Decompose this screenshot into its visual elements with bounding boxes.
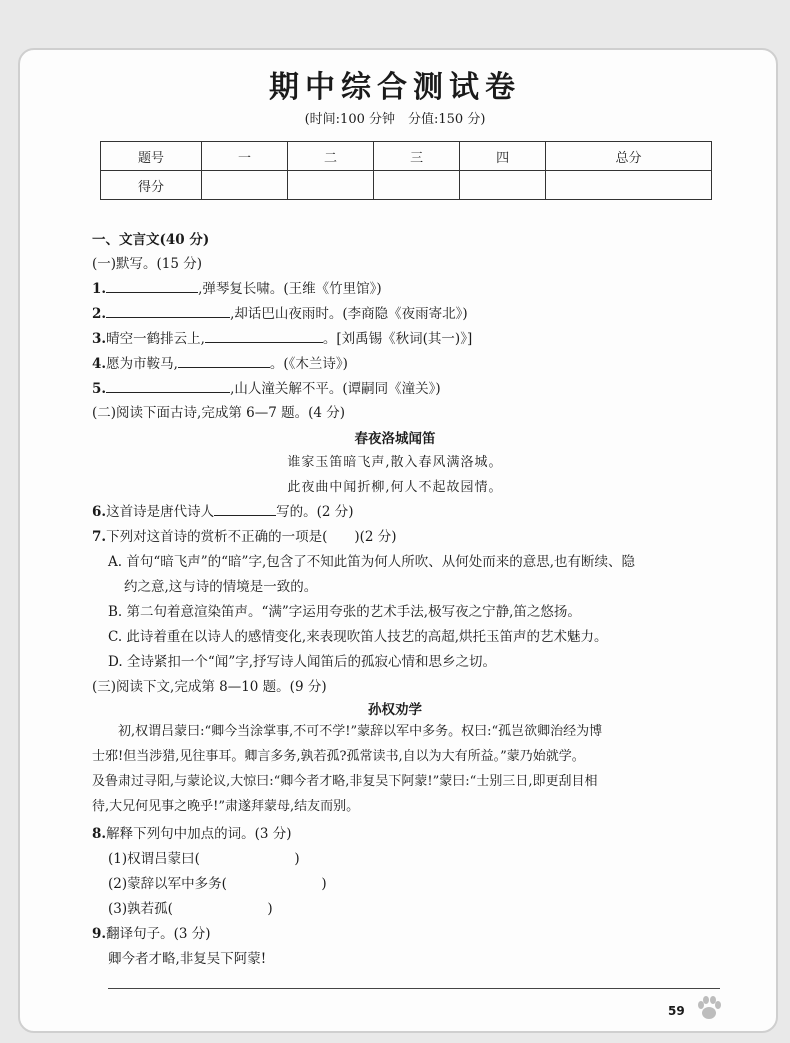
answer-blank[interactable] xyxy=(106,380,230,393)
question-1 xyxy=(92,277,382,297)
question-text: 翻译句子。(3 分) xyxy=(106,926,211,942)
question-text: 解释下列句中加点的词。(3 分) xyxy=(106,826,292,842)
option-a-cont: 约之意,这与诗的情境是一致的。 xyxy=(124,579,318,595)
question-number: 5. xyxy=(92,381,107,397)
score-table-header-row xyxy=(101,142,712,171)
question-6 xyxy=(92,500,354,520)
score-header-cell: 四 xyxy=(460,142,546,171)
section-heading: 一、文言文(40 分) xyxy=(92,232,210,248)
score-cell[interactable] xyxy=(374,171,460,200)
score-header-cell: 总分 xyxy=(546,142,712,171)
question-text: 这首诗是唐代诗人 xyxy=(106,504,215,520)
passage-line: 士邪!但当涉猎,见往事耳。卿言多务,孰若孤?孤常读书,自以为大有所益。”蒙乃始就学。 xyxy=(92,749,585,764)
question-8 xyxy=(92,822,292,842)
question-3 xyxy=(92,327,472,347)
score-table-score-row xyxy=(101,171,712,200)
question-7 xyxy=(92,525,397,545)
part1-heading: (一)默写。(15 分) xyxy=(92,256,203,272)
score-header-cell: 一 xyxy=(202,142,288,171)
answer-blank[interactable] xyxy=(106,280,198,293)
exam-title: 期中综合测试卷 xyxy=(269,70,521,105)
score-header-cell: 题号 xyxy=(101,142,202,171)
question-text: 愿为市鞍马, xyxy=(106,356,178,372)
passage-line: 及鲁肃过寻阳,与蒙论议,大惊曰:“卿今者才略,非复吴下阿蒙!”蒙曰:“士别三日,即更刮目相 xyxy=(92,774,598,789)
question-text: 晴空一鹤排云上, xyxy=(106,331,205,347)
question-text: 下列对这首诗的赏析不正确的一项是( )(2 分) xyxy=(106,529,397,545)
exam-subtitle: (时间:100 分钟 分值:150 分) xyxy=(304,112,486,127)
passage-line: 初,权谓吕蒙曰:“卿今当涂掌事,不可不学!”蒙辞以军中多务。权曰:“孤岂欲卿治经为博 xyxy=(118,724,603,739)
sub-question: (3)孰若孤( ) xyxy=(108,901,273,917)
passage-line: 待,大兄何见事之晚乎!”肃遂拜蒙母,结友而别。 xyxy=(92,799,360,814)
question-number: 7. xyxy=(92,529,107,545)
part3-heading: (三)阅读下文,完成第 8—10 题。(9 分) xyxy=(92,679,327,695)
score-header-cell: 二 xyxy=(288,142,374,171)
score-cell[interactable] xyxy=(288,171,374,200)
question-text: 。(《木兰诗》) xyxy=(269,356,348,372)
question-number: 1. xyxy=(92,281,107,297)
question-text: ,却话巴山夜雨时。(李商隐《夜雨寄北》) xyxy=(230,306,468,322)
question-4 xyxy=(92,352,348,372)
score-row-label: 得分 xyxy=(101,171,202,200)
score-table xyxy=(100,141,712,200)
poem-title: 春夜洛城闻笛 xyxy=(354,431,436,447)
poem-line: 此夜曲中闻折柳,何人不起故园情。 xyxy=(287,480,503,495)
part2-heading: (二)阅读下面古诗,完成第 6—7 题。(4 分) xyxy=(92,405,345,421)
question-text: ,山人潼关解不平。(谭嗣同《潼关》) xyxy=(230,381,441,397)
question-5 xyxy=(92,377,441,397)
answer-rule xyxy=(108,988,720,989)
score-cell[interactable] xyxy=(546,171,712,200)
translate-sentence: 卿今者才略,非复吴下阿蒙! xyxy=(108,951,267,967)
answer-blank[interactable] xyxy=(178,355,270,368)
question-number: 3. xyxy=(92,331,107,347)
question-number: 2. xyxy=(92,306,107,322)
question-text: 写的。(2 分) xyxy=(276,504,354,520)
question-text: 。[刘禹锡《秋词(其一)》] xyxy=(322,331,473,347)
sub-question: (1)权谓吕蒙曰( ) xyxy=(108,851,300,867)
score-header-cell: 三 xyxy=(374,142,460,171)
option-c: C. 此诗着重在以诗人的感情变化,来表现吹笛人技艺的高超,烘托玉笛声的艺术魅力。 xyxy=(108,629,608,645)
question-2 xyxy=(92,302,468,322)
page-number: 59 xyxy=(668,1004,685,1018)
option-b: B. 第二句着意渲染笛声。“满”字运用夸张的艺术手法,极写夜之宁静,笛之悠扬。 xyxy=(108,604,581,620)
sub-question: (2)蒙辞以军中多务( ) xyxy=(108,876,327,892)
option-d: D. 全诗紧扣一个“闻”字,抒写诗人闻笛后的孤寂心情和思乡之切。 xyxy=(108,654,497,670)
question-text: ,弹琴复长啸。(王维《竹里馆》) xyxy=(198,281,382,297)
score-cell[interactable] xyxy=(202,171,288,200)
paw-print-icon xyxy=(694,993,724,1023)
question-number: 4. xyxy=(92,356,107,372)
question-9 xyxy=(92,922,211,942)
option-a: A. 首句“暗飞声”的“暗”字,包含了不知此笛为何人所吹、从何处而来的意思,也有断续、隐 xyxy=(108,554,636,570)
answer-blank[interactable] xyxy=(106,305,230,318)
answer-blank[interactable] xyxy=(205,330,323,343)
poem-line: 谁家玉笛暗飞声,散入春风满洛城。 xyxy=(287,455,503,470)
question-number: 8. xyxy=(92,826,107,842)
passage-title: 孙权劝学 xyxy=(368,702,422,718)
score-cell[interactable] xyxy=(460,171,546,200)
question-number: 9. xyxy=(92,926,107,942)
question-number: 6. xyxy=(92,504,107,520)
answer-blank[interactable] xyxy=(214,503,276,516)
